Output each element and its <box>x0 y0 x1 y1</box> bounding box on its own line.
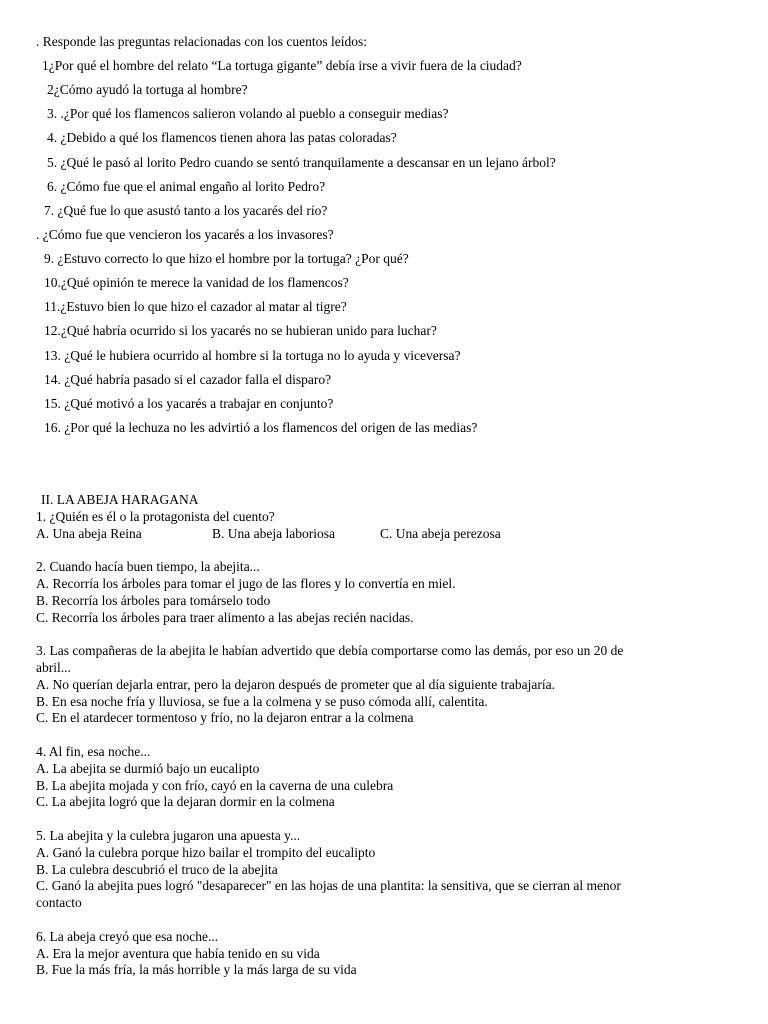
option-b: B. Recorría los árboles para tomárselo todo <box>36 592 271 608</box>
question-1: 1¿Por qué el hombre del relato “La tortuga gigante” debía irse a vivir fuera de la ciudad? <box>42 58 522 73</box>
option-b: B. La culebra descubrió el truco de la abejita <box>36 861 278 877</box>
question-4: 4. ¿Debido a qué los flamencos tienen ahora las patas coloradas? <box>47 130 397 145</box>
mc-question-3 <box>36 643 736 727</box>
option-c-cont: contacto <box>36 895 82 911</box>
mc-question-3-stem-cont: abril... <box>36 659 71 675</box>
option-b: B. La abejita mojada y con frío, cayó en la caverna de una culebra <box>36 777 394 793</box>
question-15: 15. ¿Qué motivó a los yacarés a trabajar en conjunto? <box>44 396 334 411</box>
mc-question-5-stem: 5. La abejita y la culebra jugaron una apuesta y... <box>36 827 301 843</box>
section-title: II. LA ABEJA HARAGANA <box>41 492 199 507</box>
question-7: 7. ¿Qué fue lo que asustó tanto a los yacarés del río? <box>44 203 328 218</box>
mc-question-4 <box>36 744 736 811</box>
option-c: C. Una abeja perezosa <box>380 525 501 541</box>
option-b: B. Una abeja laboriosa <box>212 525 335 541</box>
option-a: A. Una abeja Reina <box>36 525 142 541</box>
question-13: 13. ¿Qué le hubiera ocurrido al hombre si la tortuga no lo ayuda y viceversa? <box>44 348 461 363</box>
instructions: . Responde las preguntas relacionadas con los cuentos leídos: <box>36 34 368 49</box>
option-b: B. En esa noche fría y lluviosa, se fue a la colmena y se puso cómoda allí, calentita. <box>36 693 488 709</box>
question-10: 10.¿Qué opinión te merece la vanidad de los flamencos? <box>44 275 349 290</box>
option-a: A. Era la mejor aventura que había tenido en su vida <box>36 945 320 961</box>
option-c: C. La abejita logró que la dejaran dormir en la colmena <box>36 794 335 810</box>
option-c: C. En el atardecer tormentoso y frío, no la dejaron entrar a la colmena <box>36 710 414 726</box>
question-16: 16. ¿Por qué la lechuza no les advirtió a los flamencos del origen de las medias? <box>44 420 478 435</box>
option-a: A. No querían dejarla entrar, pero la dejaron después de prometer que al día siguiente trabajaría. <box>36 676 555 692</box>
question-2: 2¿Cómo ayudó la tortuga al hombre? <box>47 82 248 97</box>
mc-question-2 <box>36 559 736 626</box>
question-6: 6. ¿Cómo fue que el animal engaño al lorito Pedro? <box>47 179 326 194</box>
question-9: 9. ¿Estuvo correcto lo que hizo el hombre por la tortuga? ¿Por qué? <box>44 251 409 266</box>
mc-question-4-stem: 4. Al fin, esa noche... <box>36 743 151 759</box>
question-14: 14. ¿Qué habría pasado si el cazador falla el disparo? <box>44 372 332 387</box>
option-a: A. Ganó la culebra porque hizo bailar el trompito del eucalipto <box>36 844 376 860</box>
mc-question-5 <box>36 828 736 912</box>
option-a: A. Recorría los árboles para tomar el jugo de las flores y lo convertía en miel. <box>36 575 456 591</box>
question-12: 12.¿Qué habría ocurrido si los yacarés no se hubieran unido para luchar? <box>44 323 437 338</box>
option-c: C. Ganó la abejita pues logró "desaparecer" en las hojas de una plantita: la sensitiva, que se cierran al menor <box>36 878 621 894</box>
question-11: 11.¿Estuvo bien lo que hizo el cazador al matar al tigre? <box>44 299 347 314</box>
mc-question-6-stem: 6. La abeja creyó que esa noche... <box>36 928 219 944</box>
mc-question-2-stem: 2. Cuando hacía buen tiempo, la abejita... <box>36 559 260 575</box>
mc-question-6 <box>36 929 736 979</box>
question-8: . ¿Cómo fue que vencieron los yacarés a los invasores? <box>36 227 334 242</box>
option-c: C. Recorría los árboles para traer alimento a las abejas recién nacidas. <box>36 609 414 625</box>
mc-question-3-stem: 3. Las compañeras de la abejita le habían advertido que debía comportarse como las demás, por eso un 20 de <box>36 643 624 659</box>
mc-question-1-options <box>36 526 736 543</box>
option-b: B. Fue la más fría, la más horrible y la más larga de su vida <box>36 962 357 978</box>
question-3: 3. .¿Por qué los flamencos salieron volando al pueblo a conseguir medias? <box>47 106 449 121</box>
option-a: A. La abejita se durmió bajo un eucalipto <box>36 760 260 776</box>
question-5: 5. ¿Qué le pasó al lorito Pedro cuando se sentó tranquilamente a descansar en un lejano árbol? <box>47 155 556 170</box>
mc-question-1-stem: 1. ¿Quién es él o la protagonista del cuento? <box>36 508 275 524</box>
mc-question-1 <box>36 509 736 543</box>
section-abeja-haragana <box>36 492 736 996</box>
